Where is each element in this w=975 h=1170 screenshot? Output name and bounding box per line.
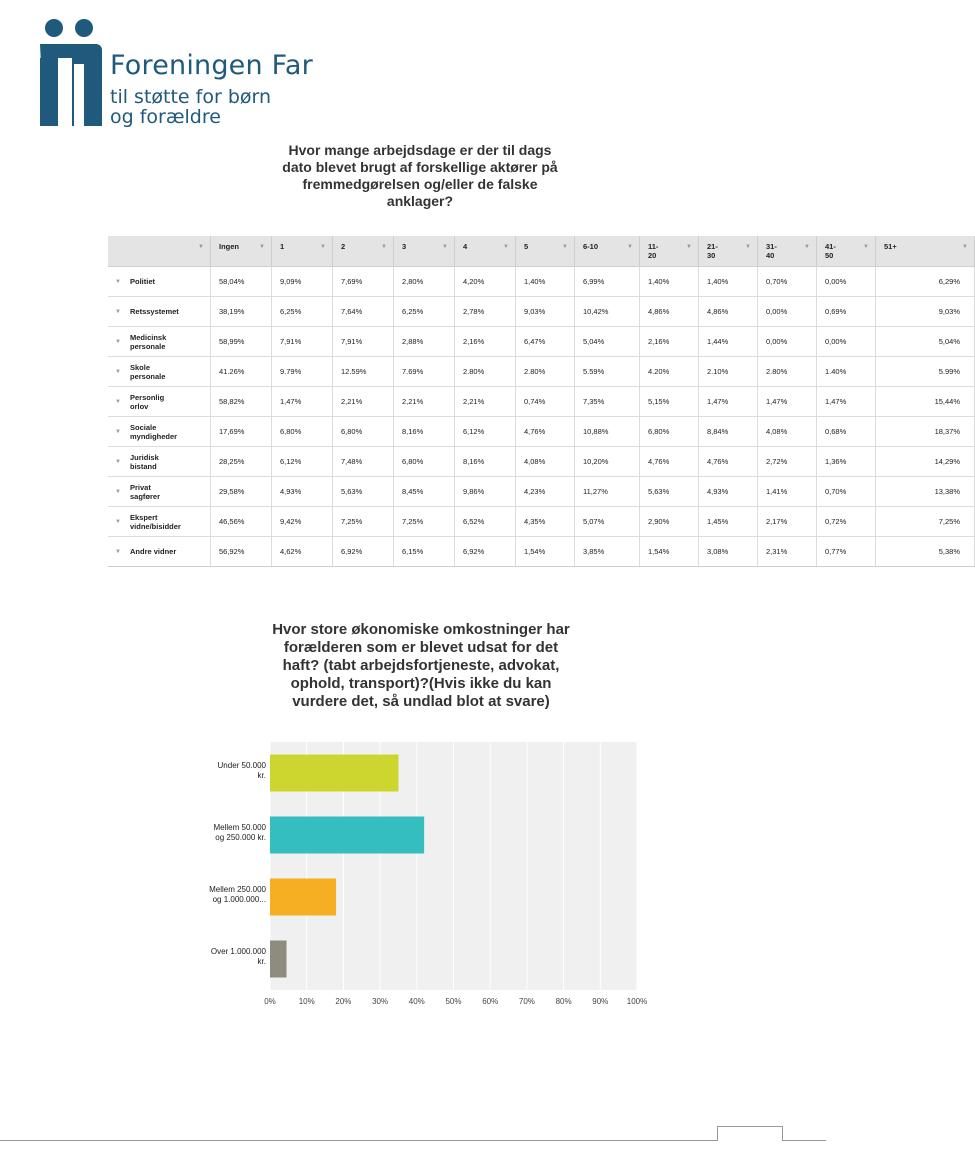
table-cell: 1,45%	[699, 507, 758, 537]
x-tick-label: 70%	[518, 997, 535, 1006]
table-header-row	[108, 236, 975, 267]
table-row	[108, 387, 975, 417]
row-label-text: Politiet	[130, 277, 156, 286]
table-row	[108, 357, 975, 387]
footer-rule-right	[782, 1140, 826, 1141]
column-header-label: Ingen	[219, 242, 239, 251]
table-cell: 4,93%	[272, 477, 333, 507]
table-cell: 9,03%	[876, 297, 975, 327]
table-cell: 10,42%	[575, 297, 640, 327]
table-cell: 0,00%	[758, 327, 817, 357]
row-label	[108, 417, 211, 447]
column-header-label: 21-	[707, 242, 718, 251]
table-cell: 2,21%	[455, 387, 516, 417]
table-cell: 6,80%	[272, 417, 333, 447]
row-label-text: personale	[130, 341, 166, 351]
table-cell: 2,21%	[394, 387, 455, 417]
footer-rule	[0, 1140, 718, 1141]
table-cell: 2,31%	[758, 537, 817, 567]
table-cell: 4,76%	[640, 447, 699, 477]
bar	[270, 941, 287, 978]
table-column-header[interactable]	[640, 236, 699, 267]
table-cell: 1,54%	[640, 537, 699, 567]
column-header-label: 20	[648, 251, 657, 260]
row-label-text: Personlig	[130, 392, 165, 402]
table-cell: 2.80%	[516, 357, 575, 387]
table-column-header[interactable]	[272, 236, 333, 267]
row-arrow-icon[interactable]: ▼	[115, 519, 121, 525]
row-label	[108, 297, 211, 327]
table-row	[108, 537, 975, 567]
table-cell: 6,25%	[394, 297, 455, 327]
table-cell: 9,86%	[455, 477, 516, 507]
table-cell: 7,35%	[575, 387, 640, 417]
table-cell: 2,90%	[640, 507, 699, 537]
table-cell: 14,29%	[876, 447, 975, 477]
column-header-label: 1	[280, 242, 285, 251]
row-arrow-icon[interactable]: ▼	[115, 279, 121, 285]
table-cell: 0,00%	[817, 267, 876, 297]
x-tick-label: 40%	[408, 997, 425, 1006]
sort-arrow-icon[interactable]: ▼	[259, 244, 265, 250]
table-cell: 5,07%	[575, 507, 640, 537]
table-cell: 0,69%	[817, 297, 876, 327]
table-cell: 2,16%	[640, 327, 699, 357]
survey-table-wrap	[108, 236, 968, 567]
table-cell: 58,82%	[211, 387, 272, 417]
table-column-header[interactable]	[699, 236, 758, 267]
table-row	[108, 267, 975, 297]
table-cell: 4,93%	[699, 477, 758, 507]
column-header-label: 6-10	[583, 242, 599, 251]
table-cell: 8,16%	[394, 417, 455, 447]
category-label: Mellem 250.000	[209, 885, 266, 894]
column-header-label: 40	[766, 251, 775, 260]
row-arrow-icon[interactable]: ▼	[115, 429, 121, 435]
row-label	[108, 267, 211, 297]
table-body	[108, 267, 975, 567]
table-cell: 0,70%	[817, 477, 876, 507]
row-label	[108, 507, 211, 537]
table-cell: 0,70%	[758, 267, 817, 297]
table-cell: 2,80%	[394, 267, 455, 297]
table-cell: 8,16%	[455, 447, 516, 477]
x-tick-label: 20%	[335, 997, 352, 1006]
x-tick-label: 0%	[264, 997, 276, 1006]
table-cell: 9.79%	[272, 357, 333, 387]
table-cell: 4,35%	[516, 507, 575, 537]
column-header-label: 41-	[825, 242, 836, 251]
x-tick-label: 10%	[298, 997, 315, 1006]
table-column-header[interactable]	[333, 236, 394, 267]
table-cell: 7,64%	[333, 297, 394, 327]
table-cell: 9,42%	[272, 507, 333, 537]
table-cell: 0,74%	[516, 387, 575, 417]
table-cell: 41.26%	[211, 357, 272, 387]
x-tick-label: 80%	[555, 997, 572, 1006]
sort-arrow-icon[interactable]: ▼	[686, 244, 692, 250]
x-tick-label: 60%	[482, 997, 499, 1006]
chart-title-line: forælderen som er blevet udsat for det	[283, 639, 559, 656]
table-cell: 1,54%	[516, 537, 575, 567]
row-label-text: orlov	[130, 401, 149, 411]
table-cell: 7,48%	[333, 447, 394, 477]
category-label: og 250.000 kr.	[215, 833, 266, 842]
category-label: Mellem 50.000	[213, 823, 266, 832]
table-cell: 9,03%	[516, 297, 575, 327]
logo-icon	[38, 18, 104, 126]
table-cell: 4,08%	[758, 417, 817, 447]
column-header-label: 4	[463, 242, 468, 251]
table-title-line: anklager?	[386, 193, 454, 209]
table-cell: 8,45%	[394, 477, 455, 507]
row-label-text: sagfører	[130, 491, 161, 501]
table-cell: 17,69%	[211, 417, 272, 447]
row-label-text: Medicinsk	[130, 332, 167, 342]
table-cell: 5,04%	[876, 327, 975, 357]
logo-tagline-1: til støtte for børn	[110, 86, 272, 108]
sort-arrow-icon[interactable]: ▼	[442, 244, 448, 250]
row-arrow-icon[interactable]: ▼	[115, 549, 121, 555]
table-cell: 0,77%	[817, 537, 876, 567]
column-header-label: 5	[524, 242, 529, 251]
x-tick-label: 90%	[592, 997, 609, 1006]
bar	[270, 817, 424, 854]
table-cell: 0,00%	[758, 297, 817, 327]
table-row	[108, 417, 975, 447]
table-cell: 2.80%	[758, 357, 817, 387]
table-cell: 2,21%	[333, 387, 394, 417]
table-cell: 5,63%	[640, 477, 699, 507]
category-label: kr.	[257, 957, 266, 966]
table-cell: 1,44%	[699, 327, 758, 357]
table-column-header[interactable]	[575, 236, 640, 267]
table-cell: 6,80%	[394, 447, 455, 477]
sort-arrow-icon[interactable]: ▼	[503, 244, 509, 250]
row-label-text: vidne/bisidder	[130, 521, 181, 531]
table-cell: 0,00%	[817, 327, 876, 357]
table-cell: 2,88%	[394, 327, 455, 357]
table-cell: 2.10%	[699, 357, 758, 387]
category-label: kr.	[257, 771, 266, 780]
table-cell: 2,17%	[758, 507, 817, 537]
row-label	[108, 387, 211, 417]
table-cell: 1,47%	[817, 387, 876, 417]
table-column-header[interactable]	[394, 236, 455, 267]
table-cell: 4,20%	[455, 267, 516, 297]
table-row	[108, 507, 975, 537]
table-cell: 2.80%	[455, 357, 516, 387]
table-cell: 13,38%	[876, 477, 975, 507]
column-header-label: 2	[341, 242, 346, 251]
table-cell: 56,92%	[211, 537, 272, 567]
table-cell: 5,63%	[333, 477, 394, 507]
table-cell: 4,86%	[640, 297, 699, 327]
table-cell: 0,68%	[817, 417, 876, 447]
chart-title-line: ophold, transport)?(Hvis ikke du kan	[290, 675, 552, 692]
table-cell: 7,91%	[272, 327, 333, 357]
table-row	[108, 477, 975, 507]
row-label-text: myndigheder	[130, 431, 178, 441]
table-cell: 10,88%	[575, 417, 640, 447]
table-cell: 5,38%	[876, 537, 975, 567]
table-cell: 11,27%	[575, 477, 640, 507]
table-cell: 12.59%	[333, 357, 394, 387]
table-cell: 5.99%	[876, 357, 975, 387]
table-row	[108, 297, 975, 327]
row-arrow-icon[interactable]: ▼	[115, 399, 121, 405]
row-label	[108, 537, 211, 567]
row-label-text: Retssystemet	[130, 307, 179, 316]
table-cell: 1,47%	[272, 387, 333, 417]
logo-tagline-2: og forældre	[110, 106, 221, 128]
page-number-box	[717, 1126, 783, 1141]
column-header-label: 50	[825, 251, 834, 260]
table-cell: 7,25%	[333, 507, 394, 537]
survey-table	[108, 236, 975, 567]
row-label-text: Juridisk	[130, 452, 159, 462]
sort-arrow-icon[interactable]: ▼	[198, 244, 204, 250]
sort-arrow-icon[interactable]: ▼	[962, 244, 968, 250]
table-cell: 4,76%	[699, 447, 758, 477]
table-cell: 6,99%	[575, 267, 640, 297]
table-cell: 3,08%	[699, 537, 758, 567]
table-column-header[interactable]	[817, 236, 876, 267]
chart-title-line: Hvor store økonomiske omkostninger har	[272, 621, 570, 638]
table-cell: 7,69%	[333, 267, 394, 297]
table-cell: 7,25%	[876, 507, 975, 537]
sort-arrow-icon[interactable]: ▼	[863, 244, 869, 250]
row-label-text: Skole	[130, 362, 151, 372]
sort-arrow-icon[interactable]: ▼	[627, 244, 633, 250]
sort-arrow-icon[interactable]: ▼	[381, 244, 387, 250]
category-label: Over 1.000.000	[210, 947, 266, 956]
table-cell: 28,25%	[211, 447, 272, 477]
table-cell: 6,25%	[272, 297, 333, 327]
table-cell: 7.69%	[394, 357, 455, 387]
column-header-label: 3	[402, 242, 407, 251]
category-label: Under 50.000	[217, 761, 266, 770]
table-cell: 6,80%	[333, 417, 394, 447]
table-cell: 5,04%	[575, 327, 640, 357]
table-cell: 6,92%	[333, 537, 394, 567]
table-row	[108, 447, 975, 477]
table-cell: 4,62%	[272, 537, 333, 567]
table-column-header[interactable]	[516, 236, 575, 267]
table-cell: 4,23%	[516, 477, 575, 507]
table-cell: 1,41%	[758, 477, 817, 507]
table-title-line: dato blevet brugt af forskellige aktører på	[282, 159, 558, 175]
table-cell: 7,91%	[333, 327, 394, 357]
table-cell: 15,44%	[876, 387, 975, 417]
table-title-line: Hvor mange arbejdsdage er der til dags	[288, 142, 552, 158]
table-cell: 29,58%	[211, 477, 272, 507]
bar	[270, 755, 398, 792]
table-row	[108, 327, 975, 357]
table-cell: 6,29%	[876, 267, 975, 297]
table-cell: 18,37%	[876, 417, 975, 447]
bar	[270, 879, 336, 916]
row-label-text: Privat	[130, 482, 151, 492]
row-label-text: Ekspert	[130, 512, 158, 522]
table-cell: 8,84%	[699, 417, 758, 447]
row-label-text: Andre vidner	[130, 547, 177, 556]
table-cell: 0,72%	[817, 507, 876, 537]
bar-chart	[190, 738, 650, 1013]
table-column-header[interactable]	[876, 236, 975, 267]
table-cell: 6,15%	[394, 537, 455, 567]
column-header-label: 51+	[884, 242, 897, 251]
table-cell: 7,25%	[394, 507, 455, 537]
table-cell: 9,09%	[272, 267, 333, 297]
table-cell: 1,40%	[699, 267, 758, 297]
row-label	[108, 357, 211, 387]
chart-title-line: vurdere det, så undlad blot at svare)	[292, 693, 550, 710]
sort-arrow-icon[interactable]: ▼	[804, 244, 810, 250]
logo-name: Foreningen Far	[110, 50, 313, 81]
category-label: og 1.000.000...	[212, 895, 266, 904]
table-column-header[interactable]	[211, 236, 272, 267]
table-cell: 58,99%	[211, 327, 272, 357]
row-label	[108, 447, 211, 477]
row-label	[108, 477, 211, 507]
table-cell: 10,20%	[575, 447, 640, 477]
row-arrow-icon[interactable]: ▼	[115, 459, 121, 465]
table-cell: 1.40%	[817, 357, 876, 387]
table-header-corner	[108, 236, 211, 267]
table-cell: 1,36%	[817, 447, 876, 477]
table-cell: 1,47%	[758, 387, 817, 417]
x-tick-label: 30%	[372, 997, 389, 1006]
table-cell: 4,86%	[699, 297, 758, 327]
table-column-header[interactable]	[758, 236, 817, 267]
table-cell: 2,72%	[758, 447, 817, 477]
table-cell: 4.20%	[640, 357, 699, 387]
table-cell: 2,16%	[455, 327, 516, 357]
chart-title	[236, 621, 606, 711]
table-cell: 4,76%	[516, 417, 575, 447]
table-cell: 4,08%	[516, 447, 575, 477]
row-arrow-icon[interactable]: ▼	[115, 489, 121, 495]
row-arrow-icon[interactable]: ▼	[115, 309, 121, 315]
table-cell: 3,85%	[575, 537, 640, 567]
table-column-header[interactable]	[455, 236, 516, 267]
table-title	[270, 142, 570, 210]
table-cell: 1,40%	[640, 267, 699, 297]
x-tick-label: 100%	[626, 997, 648, 1006]
table-cell: 6,12%	[272, 447, 333, 477]
row-label-text: Sociale	[130, 422, 157, 432]
table-cell: 6,52%	[455, 507, 516, 537]
column-header-label: 30	[707, 251, 716, 260]
row-arrow-icon[interactable]: ▼	[115, 339, 121, 345]
table-cell: 1,47%	[699, 387, 758, 417]
table-cell: 5.59%	[575, 357, 640, 387]
table-cell: 46,56%	[211, 507, 272, 537]
chart-title-line: haft? (tabt arbejdsfortjeneste, advokat,	[282, 657, 560, 674]
row-label-text: bistand	[130, 461, 157, 471]
row-label-text: personale	[130, 371, 166, 381]
sort-arrow-icon[interactable]: ▼	[562, 244, 568, 250]
table-cell: 5,15%	[640, 387, 699, 417]
table-cell: 6,47%	[516, 327, 575, 357]
column-header-label: 31-	[766, 242, 777, 251]
table-cell: 2,78%	[455, 297, 516, 327]
table-cell: 6,92%	[455, 537, 516, 567]
x-tick-label: 50%	[445, 997, 462, 1006]
table-cell: 58,04%	[211, 267, 272, 297]
table-cell: 1,40%	[516, 267, 575, 297]
sort-arrow-icon[interactable]: ▼	[320, 244, 326, 250]
table-cell: 38,19%	[211, 297, 272, 327]
row-label	[108, 327, 211, 357]
table-cell: 6,12%	[455, 417, 516, 447]
row-arrow-icon[interactable]: ▼	[115, 369, 121, 375]
sort-arrow-icon[interactable]: ▼	[745, 244, 751, 250]
table-cell: 6,80%	[640, 417, 699, 447]
table-title-line: fremmedgørelsen og/eller de falske	[302, 176, 538, 192]
column-header-label: 11-	[648, 242, 659, 251]
